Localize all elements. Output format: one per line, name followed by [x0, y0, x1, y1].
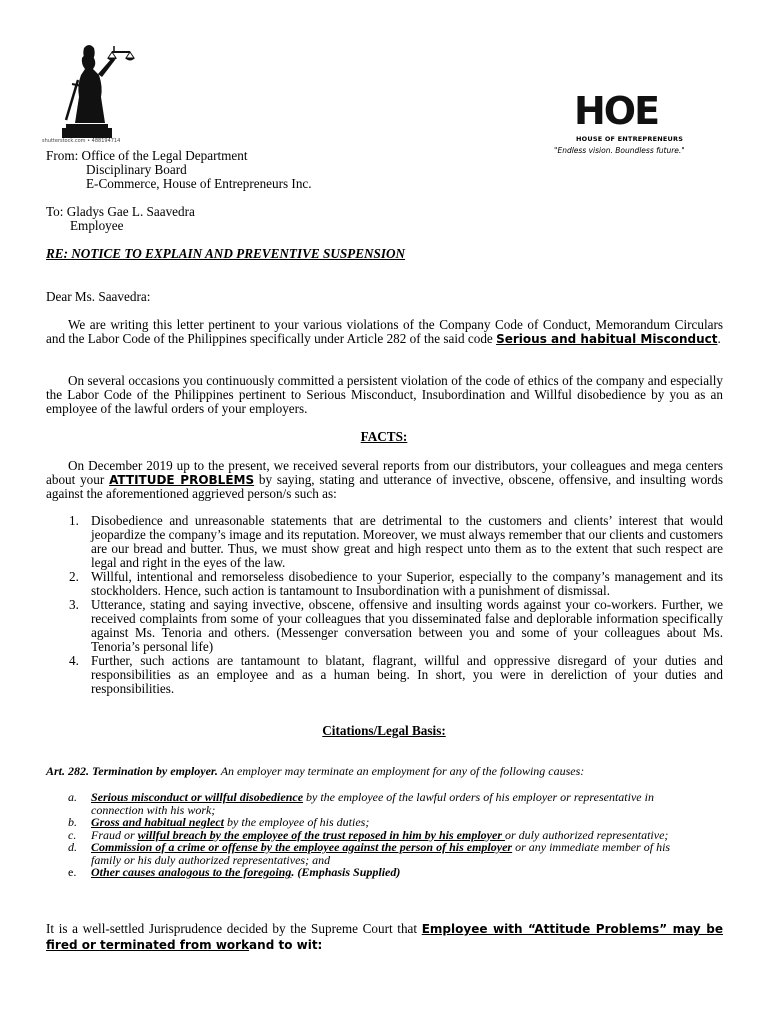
- citations-heading: Citations/Legal Basis:: [322, 723, 446, 738]
- paragraph-3: [46, 459, 723, 501]
- paragraph-1: [46, 318, 723, 346]
- paragraph-3-end: by saying, stating and utterance of invective, obscene, offensive, and insulting words against the aforementioned aggrieved person/s such as:: [46, 472, 723, 501]
- paragraph-1-text: We are writing this letter pertinent to your various violations of the Company Code of Conduct, Memorandum Circulars and the Labor Code of the Philippines specifically under Article 282 of the said code: [46, 317, 723, 346]
- cause-post: by the employee of his duties;: [224, 815, 370, 829]
- svg-text:HOE: HOE: [574, 92, 659, 128]
- fact-number: 2.: [69, 569, 79, 584]
- paragraph-3-emphasis: ATTITUDE PROBLEMS: [109, 473, 255, 487]
- company-name: HOUSE OF ENTREPRENEURS: [576, 135, 684, 143]
- from-block: [46, 149, 248, 163]
- fact-number: 1.: [69, 513, 79, 528]
- closing-text: It is a well-settled Jurisprudence decided by the Supreme Court that: [46, 921, 422, 936]
- from-line3: E-Commerce, House of Entrepreneurs Inc.: [86, 176, 312, 191]
- cause-label: e.: [68, 865, 77, 879]
- fact-item: [46, 570, 723, 598]
- to-block: [46, 205, 195, 219]
- to-position: Employee: [70, 218, 124, 233]
- closing-emphasis: Employee with “Attitude Problems” may be fired or terminated from work: [46, 922, 724, 952]
- closing-end: and to wit:: [249, 938, 323, 952]
- article-title: Art. 282. Termination by employer.: [46, 764, 218, 778]
- hoe-wordmark: [572, 92, 712, 128]
- company-tagline: "Endless vision. Boundless future.": [554, 146, 685, 155]
- fact-number: 3.: [69, 597, 79, 612]
- fact-item: [46, 514, 723, 570]
- cause-emphasis: Other causes analogous to the foregoing: [91, 865, 292, 879]
- cause-emphasis: Commission of a crime or offense by the employee against the person of his employer: [91, 840, 513, 854]
- paragraph-1-end: .: [717, 331, 721, 346]
- cause-item: [46, 841, 696, 866]
- lady-justice-logo: [54, 40, 136, 148]
- to-label: To:: [46, 204, 64, 219]
- causes-list: [46, 791, 696, 879]
- fact-text: Utterance, stating and saying invective, obscene, offensive and insulting words against your co-workers. Further, we received complaints from some of your colleagues that you disseminated false and deplorable information specifically against Ms. Tenoria and others. (Messenger conversation between you and some of your colleagues about Ms. Tenoria’s personal life): [91, 597, 723, 654]
- company-logo: [554, 92, 712, 155]
- fact-text: Disobedience and unreasonable statements that are detrimental to the customers and clients’ interest that would jeopardize the company’s image and its reputation. Moreover, we must always remember that our clients and customers are our bread and butter. Thus, we must show great and high respect unto them as to the extent that such respect are legal and right in the eyes of the law.: [91, 513, 723, 570]
- fact-item: [46, 598, 723, 654]
- facts-heading: FACTS:: [360, 429, 408, 444]
- cause-emphasis: Gross and habitual neglect: [91, 815, 225, 829]
- cause-post: or any immediate member of his family or his duly authorized representatives; and: [91, 840, 671, 867]
- cause-post: or duly authorized representative;: [504, 827, 669, 842]
- paragraph-1-emphasis: Serious and habitual Misconduct: [496, 332, 718, 346]
- fact-text: Willful, intentional and remorseless disobedience to your Superior, especially to the company’s management and its stockholders. Hence, such action is tantamount to Insubordination with a punishment of dismissal.: [91, 569, 723, 598]
- fact-text: Further, such actions are tantamount to blatant, flagrant, willful and oppressive disregard of your duties and responsibilities as an employee and as a human being. In short, you were in dereliction of your duties and responsibilities.: [91, 653, 723, 696]
- cause-post: by the employee of the lawful orders of his employer or representative in connection with his work;: [91, 790, 654, 817]
- cause-item: [46, 791, 696, 816]
- cause-pre: Fraud or: [91, 827, 138, 842]
- paragraph-3-text: On December 2019 up to the present, we received several reports from our distributors, your colleagues and mega centers about your: [46, 458, 723, 487]
- facts-list: [46, 514, 723, 696]
- cause-label: d.: [68, 840, 77, 854]
- subject-line: RE: NOTICE TO EXPLAIN AND PREVENTIVE SUSPENSION: [46, 246, 406, 261]
- cause-label: a.: [68, 790, 77, 804]
- cause-item: [46, 866, 696, 879]
- article-intro: An employer may terminate an employment for any of the following causes:: [217, 764, 585, 778]
- image-credit: shutterstock.com • 488194714: [42, 138, 121, 144]
- article-line: [46, 765, 726, 778]
- to-name: Gladys Gae L. Saavedra: [66, 204, 195, 219]
- from-line1: Office of the Legal Department: [81, 148, 248, 163]
- cause-label: c.: [68, 827, 77, 842]
- cause-emphasis: Serious misconduct or willful disobedience: [91, 790, 304, 804]
- from-label: From:: [46, 148, 79, 163]
- from-line2: Disciplinary Board: [86, 162, 187, 177]
- paragraph-2: On several occasions you continuously committed a persistent violation of the code of ethics of the company and especially the Labor Code of the Philippines pertinent to Serious Misconduct, Insubordination and Willful disobedience by you as an employee of the lawful orders of your employers.: [46, 373, 723, 416]
- fact-item: [46, 654, 723, 696]
- fact-number: 4.: [69, 653, 79, 668]
- cause-label: b.: [68, 815, 77, 829]
- closing-paragraph: [46, 921, 723, 953]
- cause-post: . (Emphasis Supplied): [291, 865, 401, 879]
- cause-emphasis: willful breach by the employee of the trust reposed in him by his employer: [137, 827, 505, 842]
- salutation: Dear Ms. Saavedra:: [46, 289, 151, 304]
